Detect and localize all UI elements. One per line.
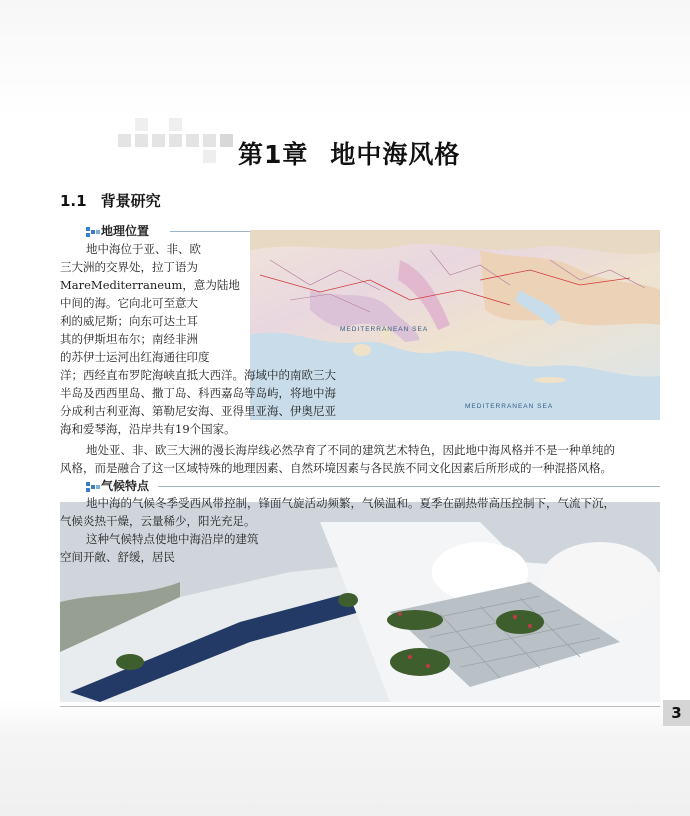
paragraph-line: 半岛及西西里岛、撒丁岛、科西嘉岛等岛屿，将地中海: [60, 386, 336, 400]
bullet-squares-icon: [86, 227, 100, 237]
map-sea-label: MEDITERRANEAN SEA: [340, 326, 429, 333]
bullet-squares-icon: [86, 482, 100, 492]
section-number: 1.1: [60, 192, 87, 210]
chapter-title: [238, 135, 460, 171]
paragraph-line: 这种气候特点使地中海沿岸的建筑: [86, 532, 259, 546]
paragraph-line: 洋；西经直布罗陀海峡直抵大西洋。海域中的南欧三大: [60, 368, 336, 382]
heading-rule: [158, 486, 660, 487]
paragraph-line: MareMediterraneum，意为陆地: [60, 278, 240, 292]
paragraph-line: 的苏伊士运河出红海通往印度: [60, 350, 210, 364]
paragraph-line: 中间的海。它向北可至意大: [60, 296, 198, 310]
paragraph-line: 海和爱琴海，沿岸共有19个国家。: [60, 422, 236, 436]
decorative-squares: [118, 130, 238, 160]
paragraph-line: 地中海的气候冬季受西风带控制，锋面气旋活动频繁，气候温和。夏季在副热带高压控制下，气流下沉，: [86, 496, 615, 510]
subsection-label: 气候特点: [101, 479, 150, 493]
paragraph-line: 地处亚、非、欧三大洲的漫长海岸线必然孕育了不同的建筑艺术特色，因此地中海风格并不是一种单纯的: [86, 443, 615, 457]
paragraph-line: 分成利古利亚海、第勒尼安海、亚得里亚海、伊奥尼亚: [60, 404, 336, 418]
map-sea-label: MEDITERRANEAN SEA: [465, 403, 554, 410]
subsection-heading-climate: [86, 477, 149, 494]
paragraph-line: 空间开敞、舒缓，居民: [60, 550, 175, 564]
paragraph-line: 地中海位于亚、非、欧: [86, 242, 201, 256]
chapter-number: 第1章: [238, 140, 309, 169]
paragraph-line: 三大洲的交界处，拉丁语为: [60, 260, 198, 274]
subsection-heading-geography: [86, 222, 149, 239]
chapter-name: 地中海风格: [330, 140, 461, 169]
footer-rule: [60, 706, 660, 707]
page-number: 3: [663, 700, 690, 726]
section-heading: [60, 190, 161, 211]
paragraph-line: 其的伊斯坦布尔；南经非洲: [60, 332, 198, 346]
paragraph-line: 气候炎热干燥，云量稀少，阳光充足。: [60, 514, 256, 528]
paragraph-line: 风格，而是融合了这一区域特殊的地理因素、自然环境因素与各民族不同文化因素后所形成的一种混搭风格。: [60, 461, 612, 475]
subsection-label: 地理位置: [101, 224, 150, 238]
section-name: 背景研究: [100, 192, 161, 210]
paragraph-line: 利的威尼斯；向东可达土耳: [60, 314, 198, 328]
